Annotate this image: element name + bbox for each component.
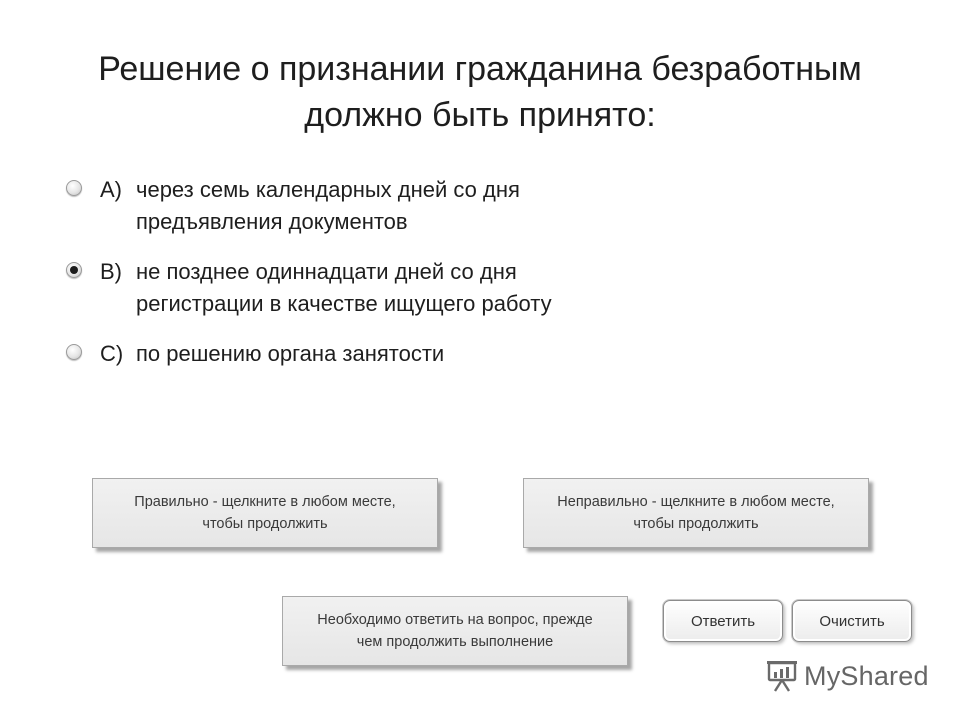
option-a-text-line-1: через семь календарных дней со дня <box>136 177 520 202</box>
option-c-text-line-1: по решению органа занятости <box>136 341 445 366</box>
option-c-letter: C) <box>100 341 124 366</box>
option-a-letter: A) <box>100 177 122 202</box>
question-title-line-2: должно быть принято: <box>304 96 656 134</box>
question-title <box>40 46 920 138</box>
option-c-text <box>136 338 444 370</box>
option-b-text-line-1: не позднее одиннадцати дней со дня <box>136 259 517 284</box>
incorrect-feedback-box[interactable] <box>523 478 869 548</box>
question-title-line-1: Решение о признании гражданина безработным <box>98 50 862 88</box>
option-b-text <box>136 256 552 320</box>
radio-button-b[interactable] <box>66 262 82 278</box>
incorrect-feedback-line-1: Неправильно - щелкните в любом месте, <box>557 494 835 510</box>
correct-feedback-box[interactable] <box>92 478 438 548</box>
option-a-text-line-2: предъявления документов <box>136 209 408 234</box>
incorrect-feedback-line-2: чтобы продолжить <box>633 516 759 532</box>
answer-required-line-1: Необходимо ответить на вопрос, прежде <box>317 612 593 628</box>
answer-required-line-2: чем продолжить выполнение <box>356 634 554 650</box>
presentation-board-icon <box>766 659 798 693</box>
myshared-logo <box>766 656 929 696</box>
option-b-letter: B) <box>100 259 122 284</box>
radio-button-c[interactable] <box>66 344 82 360</box>
answer-button[interactable]: Ответить <box>663 600 783 642</box>
radio-button-a[interactable] <box>66 180 82 196</box>
option-b-text-line-2: регистрации в качестве ищущего работу <box>136 291 552 316</box>
correct-feedback-line-1: Правильно - щелкните в любом месте, <box>134 494 396 510</box>
clear-button[interactable]: Очистить <box>792 600 912 642</box>
myshared-logo-text: MyShared <box>804 660 929 691</box>
option-a-text <box>136 174 520 238</box>
correct-feedback-line-2: чтобы продолжить <box>202 516 328 532</box>
answer-required-box[interactable] <box>282 596 628 666</box>
